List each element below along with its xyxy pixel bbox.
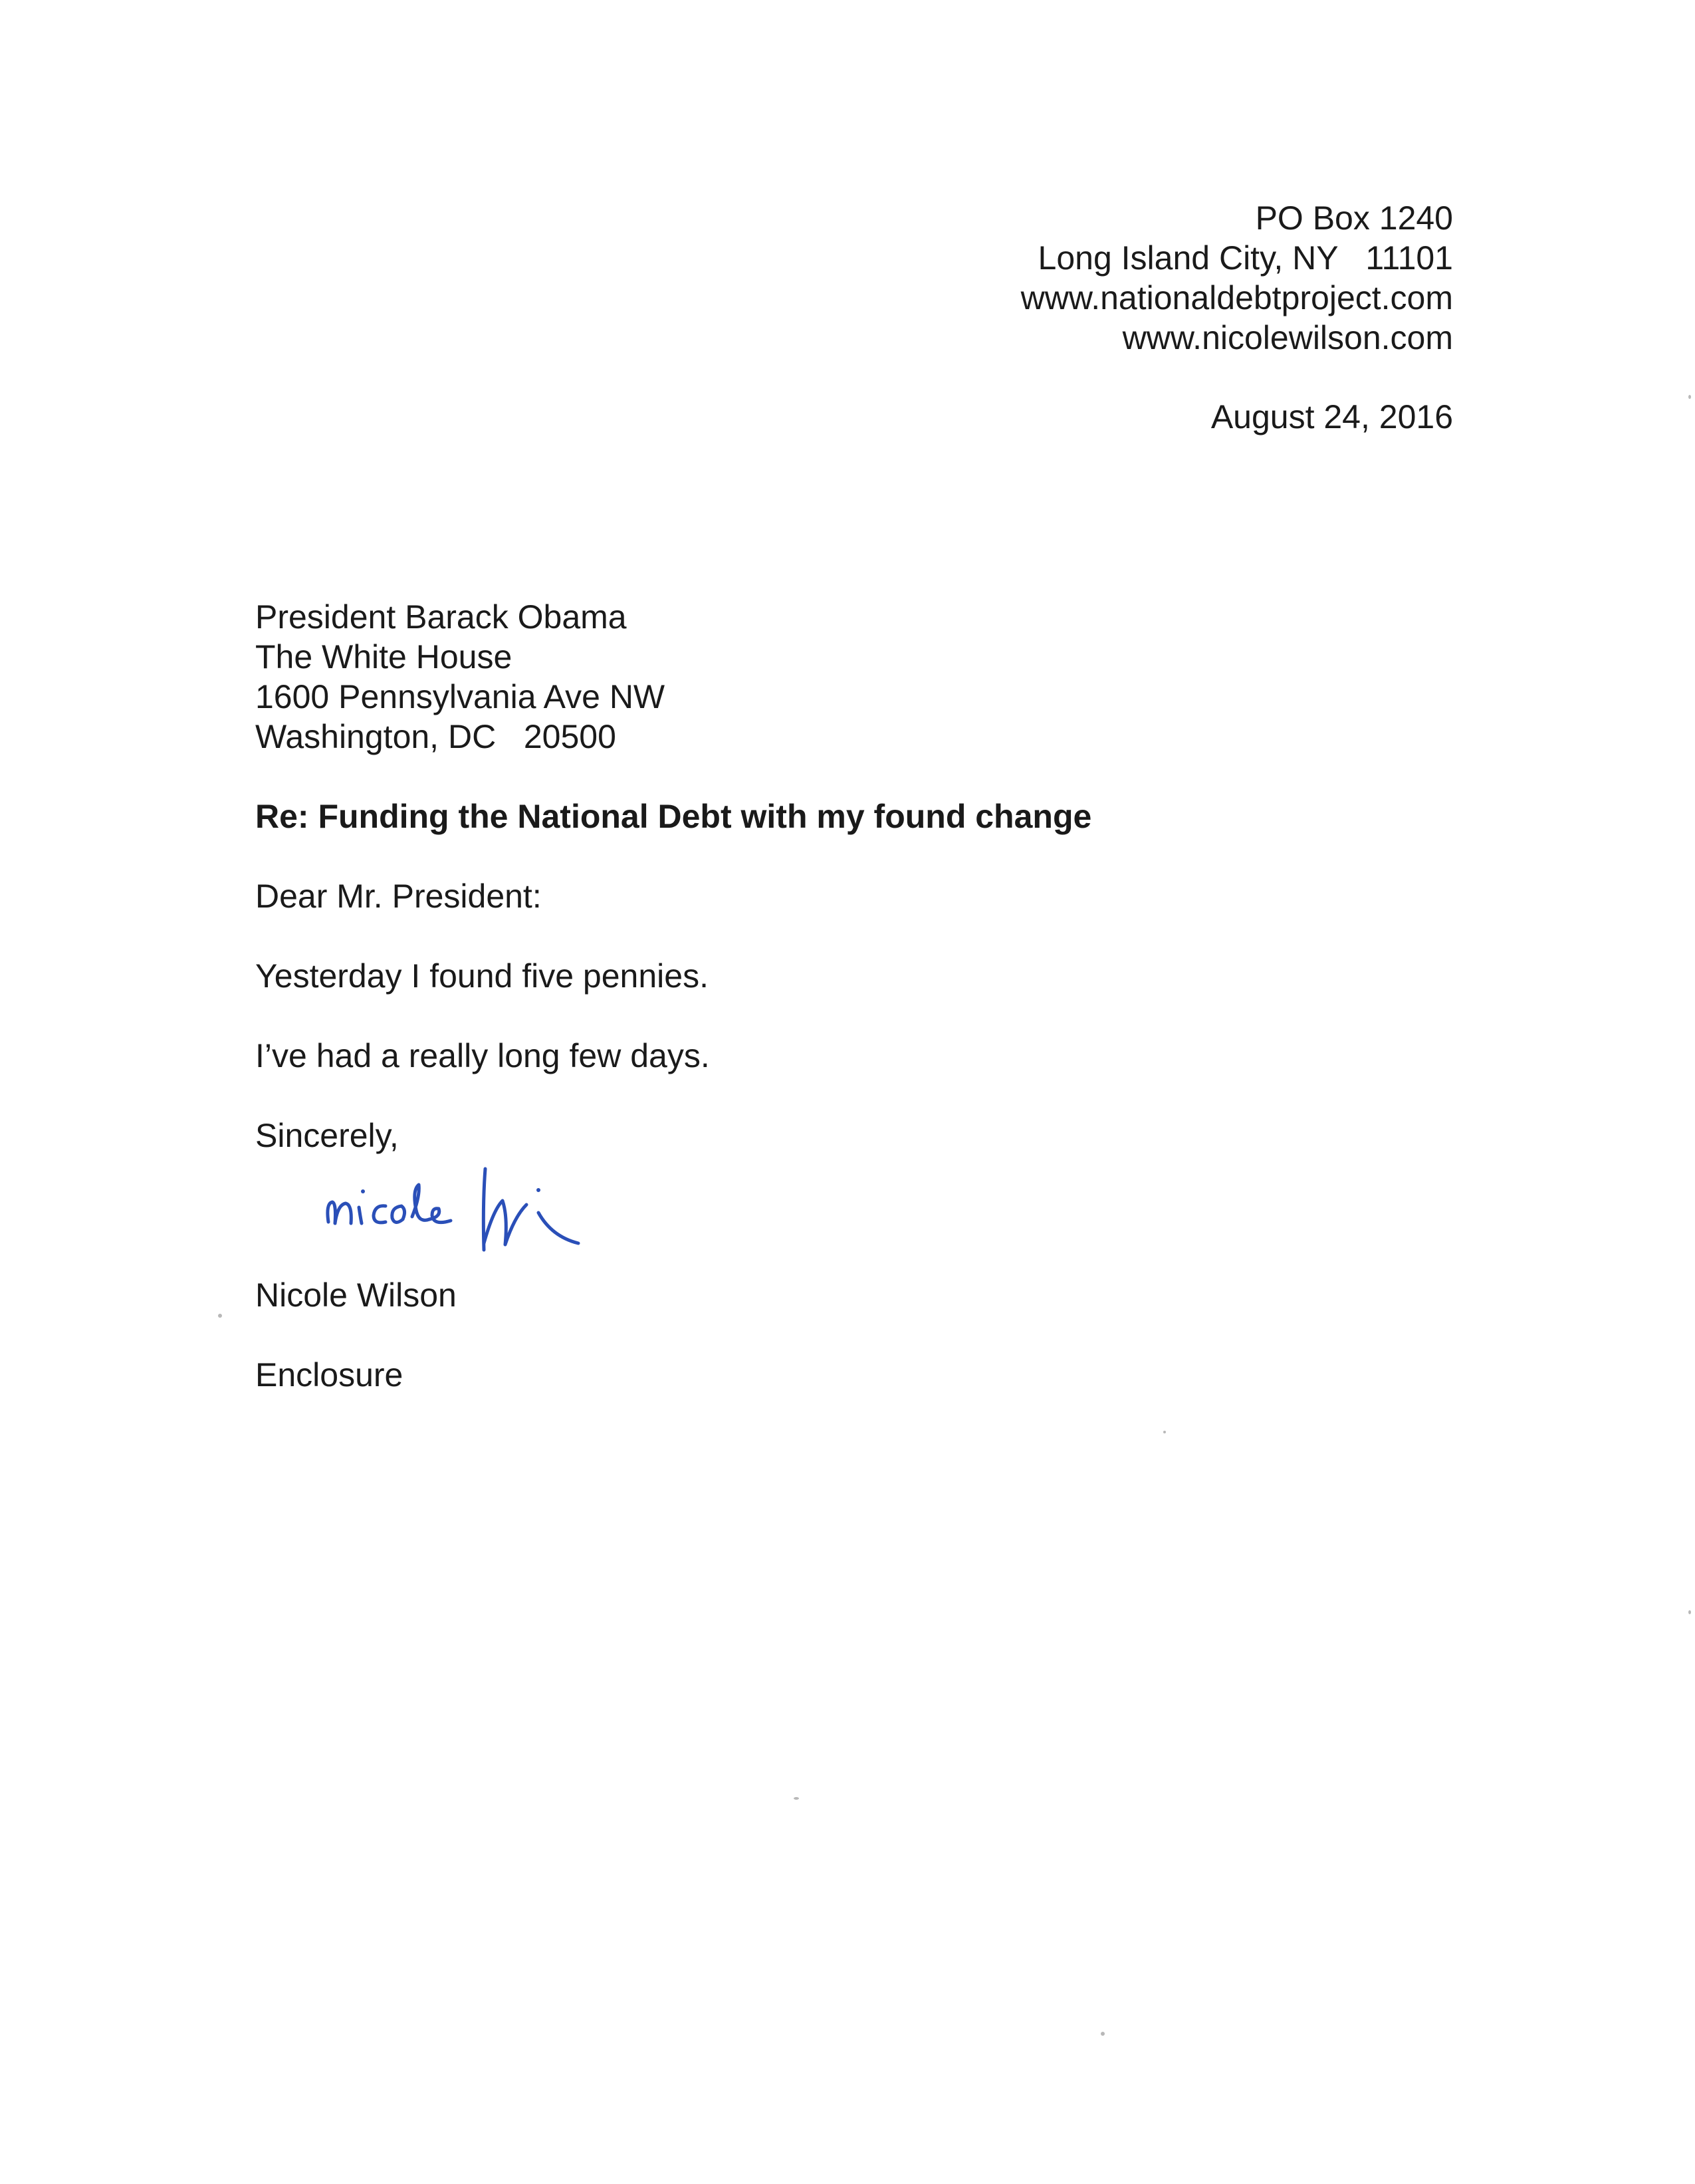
enclosure-note: Enclosure <box>255 1356 403 1394</box>
sender-address-line1: PO Box 1240 <box>1255 199 1453 237</box>
scan-speck <box>794 1797 799 1800</box>
signer-name: Nicole Wilson <box>255 1276 457 1314</box>
closing: Sincerely, <box>255 1117 399 1154</box>
scan-speck <box>1688 395 1691 399</box>
recipient-city-state-zip: Washington, DC 20500 <box>255 718 616 755</box>
recipient-organization: The White House <box>255 638 512 675</box>
body-paragraph-1: Yesterday I found five pennies. <box>255 957 709 995</box>
scan-speck <box>1101 2032 1105 2036</box>
sender-website-national-debt: www.nationaldebtproject.com <box>1020 279 1453 316</box>
scan-speck <box>1163 1431 1166 1433</box>
scan-speck <box>218 1314 222 1318</box>
recipient-name: President Barack Obama <box>255 598 627 636</box>
sender-website-personal: www.nicolewilson.com <box>1122 319 1453 356</box>
scan-speck <box>1688 1610 1691 1614</box>
body-paragraph-2: I’ve had a really long few days. <box>255 1037 710 1074</box>
salutation: Dear Mr. President: <box>255 878 542 915</box>
subject-line: Re: Funding the National Debt with my found change <box>255 798 1092 835</box>
handwritten-signature-icon <box>319 1144 705 1257</box>
letter-date: August 24, 2016 <box>1210 398 1453 435</box>
sender-address-line2: Long Island City, NY 11101 <box>1038 239 1453 277</box>
recipient-street: 1600 Pennsylvania Ave NW <box>255 678 665 715</box>
